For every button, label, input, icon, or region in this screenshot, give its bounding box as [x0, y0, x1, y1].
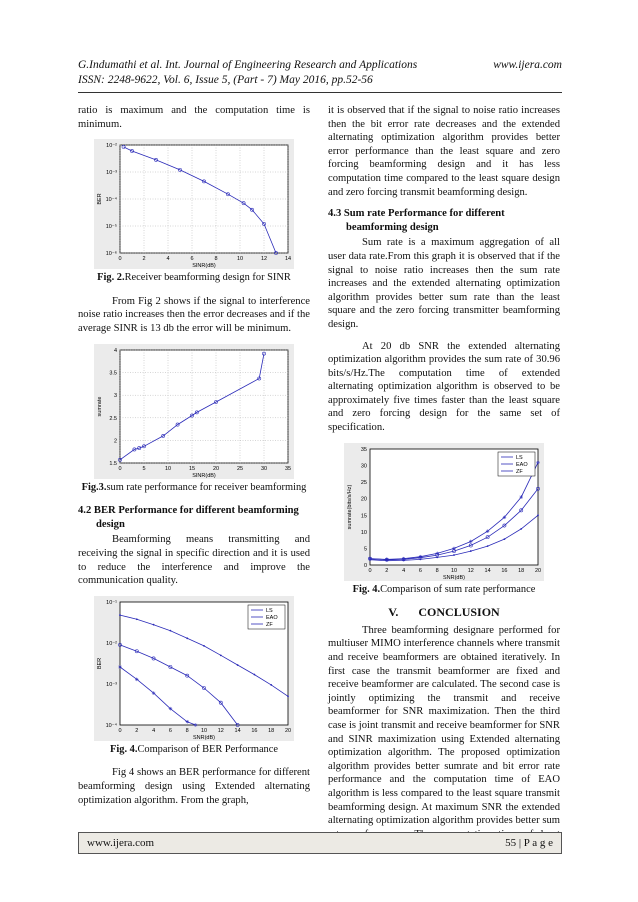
data-point	[169, 707, 173, 711]
y-tick-label: 4	[113, 347, 117, 354]
figure-sumrate-vs-sinr	[94, 344, 294, 479]
data-point	[536, 460, 540, 464]
page-footer	[78, 832, 562, 854]
x-tick-label: 0	[118, 727, 122, 734]
paragraph: From Fig 2 shows if the signal to interference noise ratio increases then the error decreases and if the average SINR is 13 db the error will be minimum.	[78, 295, 310, 334]
x-tick-label: 2	[142, 256, 146, 263]
x-axis-label: SNR(dB)	[442, 574, 466, 581]
y-tick-label: 10⁻³	[106, 170, 117, 177]
x-tick-label: 20	[534, 567, 542, 574]
data-point	[453, 554, 455, 556]
data-point	[270, 684, 272, 686]
x-tick-label: 14	[284, 256, 292, 263]
data-point	[504, 538, 506, 540]
data-point	[520, 528, 522, 530]
x-tick-label: 4	[402, 567, 406, 574]
figure-caption-text: Comparison of sum rate performance	[380, 583, 536, 595]
y-tick-label: 10⁻⁵	[105, 224, 117, 231]
data-point	[452, 546, 456, 550]
y-tick-label: 3	[113, 392, 117, 399]
y-tick-label: 5	[363, 546, 367, 553]
x-tick-label: 14	[484, 567, 491, 574]
x-tick-label: 15	[188, 465, 196, 472]
x-tick-label: 16	[501, 567, 508, 574]
x-tick-label: 35	[284, 465, 292, 472]
x-tick-label: 4	[152, 727, 156, 734]
x-tick-label: 0	[118, 256, 122, 263]
data-point	[469, 539, 473, 543]
section-heading: 4.2 BER Performance for different beamforming design	[78, 505, 299, 530]
x-tick-label: 4	[166, 256, 170, 263]
paragraph: Sum rate is a maximum aggregation of all user data rate.From this graph it is observed that if the signal to noise ratio increases then the sum rate increases and the extended alternating optimization algorithm provides better sum rate than the least square and the zero forcing transmitter beamforming design.	[328, 237, 560, 330]
x-tick-label: 20	[212, 465, 220, 472]
data-point	[470, 550, 472, 552]
legend-label: EAO	[516, 461, 528, 468]
figure-number: Fig. 4.	[352, 583, 381, 595]
y-tick-label: 1.5	[109, 460, 117, 467]
x-axis-label: SINR(dB)	[192, 263, 216, 270]
x-tick-label: 2	[385, 567, 389, 574]
y-tick-label: 30	[360, 463, 367, 470]
header-rule	[78, 92, 562, 93]
legend-label: LS	[266, 607, 273, 614]
data-point	[519, 495, 523, 499]
y-tick-label: 10⁻¹	[106, 599, 117, 606]
paragraph: Fig 4 shows an BER performance for different beamforming design using Extended alternating optimization algorithm. From the graph,	[78, 767, 310, 806]
y-tick-label: 25	[360, 479, 367, 486]
legend-label: ZF	[266, 621, 273, 628]
figure-caption	[78, 271, 310, 285]
paragraph: ratio is maximum and the computation time is minimum.	[78, 105, 310, 130]
data-point	[386, 559, 388, 561]
data-point	[153, 623, 155, 625]
y-tick-label: 10⁻⁴	[105, 722, 117, 729]
y-tick-label: 20	[360, 496, 367, 503]
data-point	[403, 559, 405, 561]
data-point	[254, 673, 256, 675]
x-tick-label: 10	[200, 727, 208, 734]
x-tick-label: 30	[260, 465, 268, 472]
x-axis-label: SINR(dB)	[192, 472, 216, 479]
x-tick-label: 25	[236, 465, 244, 472]
data-point	[152, 691, 156, 695]
data-point	[486, 529, 490, 533]
data-point	[287, 695, 289, 697]
x-tick-label: 0	[118, 465, 122, 472]
left-column	[78, 104, 310, 815]
header-citation: G.Indumathi et al. Int. Journal of Engineering Research and Applications	[78, 59, 418, 71]
x-tick-label: 8	[185, 727, 189, 734]
data-point	[487, 545, 489, 547]
data-point	[420, 558, 422, 560]
data-point	[537, 514, 539, 516]
section-heading: V. CONCLUSION	[388, 605, 500, 620]
section-heading: 4.3 Sum rate Performance for different beamforming design	[328, 208, 505, 233]
legend-label: LS	[516, 454, 523, 461]
x-tick-label: 18	[268, 727, 275, 734]
data-point	[220, 654, 222, 656]
data-point	[185, 720, 189, 724]
figure-ber-comparison	[94, 596, 294, 741]
y-tick-label: 10⁻⁴	[105, 197, 117, 204]
data-point	[369, 558, 371, 560]
x-tick-label: 2	[135, 727, 139, 734]
figure-caption-text: sum rate performance for receiver beamforming	[106, 481, 307, 493]
y-tick-label: 10	[360, 529, 367, 536]
x-tick-label: 6	[190, 256, 194, 263]
right-column	[328, 104, 560, 863]
data-point	[194, 723, 198, 727]
x-axis-label: SNR(dB)	[192, 734, 216, 741]
page-number: 55 | P a g e	[505, 837, 553, 849]
figure-sumrate-comparison	[344, 443, 544, 581]
x-tick-label: 18	[518, 567, 525, 574]
data-point	[136, 618, 138, 620]
x-tick-label: 0	[368, 567, 372, 574]
header-issn: ISSN: 2248-9622, Vol. 6, Issue 5, (Part - 7) May 2016, pp.52-56	[78, 74, 373, 86]
y-tick-label: 10⁻⁶	[105, 251, 117, 258]
paragraph: At 20 db SNR the extended alternating optimization algorithm provides the sum rate of 30.96 bits/s/Hz.The computation time of extended alternating optimization algorithm is observed to be approximately five times faster than the least square and zero forcing design for the same set of specification.	[328, 340, 560, 434]
data-point	[436, 556, 438, 558]
legend-label: ZF	[516, 468, 523, 475]
footer-website[interactable]: www.ijera.com	[87, 837, 155, 849]
y-axis-label: BER	[97, 193, 103, 205]
x-tick-label: 10	[236, 256, 244, 263]
figure-number: Fig.3.	[81, 481, 107, 493]
data-point	[435, 551, 439, 555]
figure-caption	[78, 743, 310, 757]
page-header	[78, 58, 562, 93]
x-tick-label: 12	[217, 727, 224, 734]
y-tick-label: 2.5	[109, 415, 117, 422]
figure-number: Fig. 2.	[97, 272, 125, 284]
figure-caption-text: Comparison of BER Performance	[137, 743, 278, 755]
x-tick-label: 8	[435, 567, 439, 574]
data-point	[119, 614, 121, 616]
y-tick-label: 3.5	[109, 370, 117, 377]
x-tick-label: 5	[142, 465, 146, 472]
x-tick-label: 12	[260, 256, 268, 263]
x-tick-label: 20	[284, 727, 292, 734]
y-tick-label: 2	[113, 437, 117, 444]
y-axis-label: sumrate(bits/s/Hz)	[347, 484, 353, 529]
paragraph: Three beamforming designare performed for multiuser MIMO interference channels where transmit and receive beamformers are obtained iteratively. In first case the transmit beamformer are fixed and receive beamformer are calculated. The second case is jointly optimizing the transmit and receive beamformer for SNR maximization. Then the third case is joint transmit and receive beamformer for SNR and SINR maximization using Extended alternating optimization algorithm. The proposed optimization algorithm provides better sumrate and bit error rate performance and the computation time of EAO algorithm is less compared to the least square transmit beamforming design. At maximum SNR the extended alternating optimization algorithm provides better sum	[328, 624, 560, 827]
figure-caption	[78, 481, 310, 495]
x-tick-label: 10	[450, 567, 458, 574]
figure-ber-vs-sinr	[94, 139, 294, 269]
x-tick-label: 8	[214, 256, 218, 263]
x-tick-label: 6	[168, 727, 172, 734]
data-point	[135, 677, 139, 681]
y-tick-label: 10⁻²	[106, 143, 117, 150]
data-point	[186, 637, 188, 639]
figure-number: Fig. 4.	[110, 743, 138, 755]
x-tick-label: 10	[164, 465, 172, 472]
figure-caption-text: Receiver beamforming design for SINR	[124, 272, 291, 284]
figure-caption	[328, 583, 560, 597]
y-tick-label: 10⁻²	[106, 640, 117, 647]
y-tick-label: 15	[360, 512, 367, 519]
data-point	[419, 555, 423, 559]
y-tick-label: 10⁻³	[106, 681, 117, 688]
y-tick-label: 35	[360, 446, 367, 453]
x-tick-label: 6	[418, 567, 422, 574]
data-point	[503, 515, 507, 519]
x-tick-label: 16	[251, 727, 258, 734]
x-tick-label: 14	[234, 727, 241, 734]
x-tick-label: 12	[467, 567, 474, 574]
legend-label: EAO	[266, 614, 278, 621]
data-point	[203, 645, 205, 647]
y-axis-label: BER	[97, 657, 103, 669]
paragraph: it is observed that if the signal to noise ratio increases then the bit error rate decreases and the extended alternating optimization algorithm provides better error performance than the least square and zero forcing beamforming design and it has less computation time compared to the least square design and zero forcing transmit beamforming design.	[328, 105, 560, 198]
header-website[interactable]: www.ijera.com	[493, 59, 562, 71]
paragraph: Beamforming means transmitting and receiving the signal in specific direction and it is used to reduce the interference and improve the communication quality.	[78, 534, 310, 587]
data-point	[118, 665, 122, 669]
data-point	[170, 629, 172, 631]
y-axis-label: sumrate	[97, 396, 103, 416]
data-point	[237, 664, 239, 666]
y-tick-label: 0	[363, 562, 367, 569]
